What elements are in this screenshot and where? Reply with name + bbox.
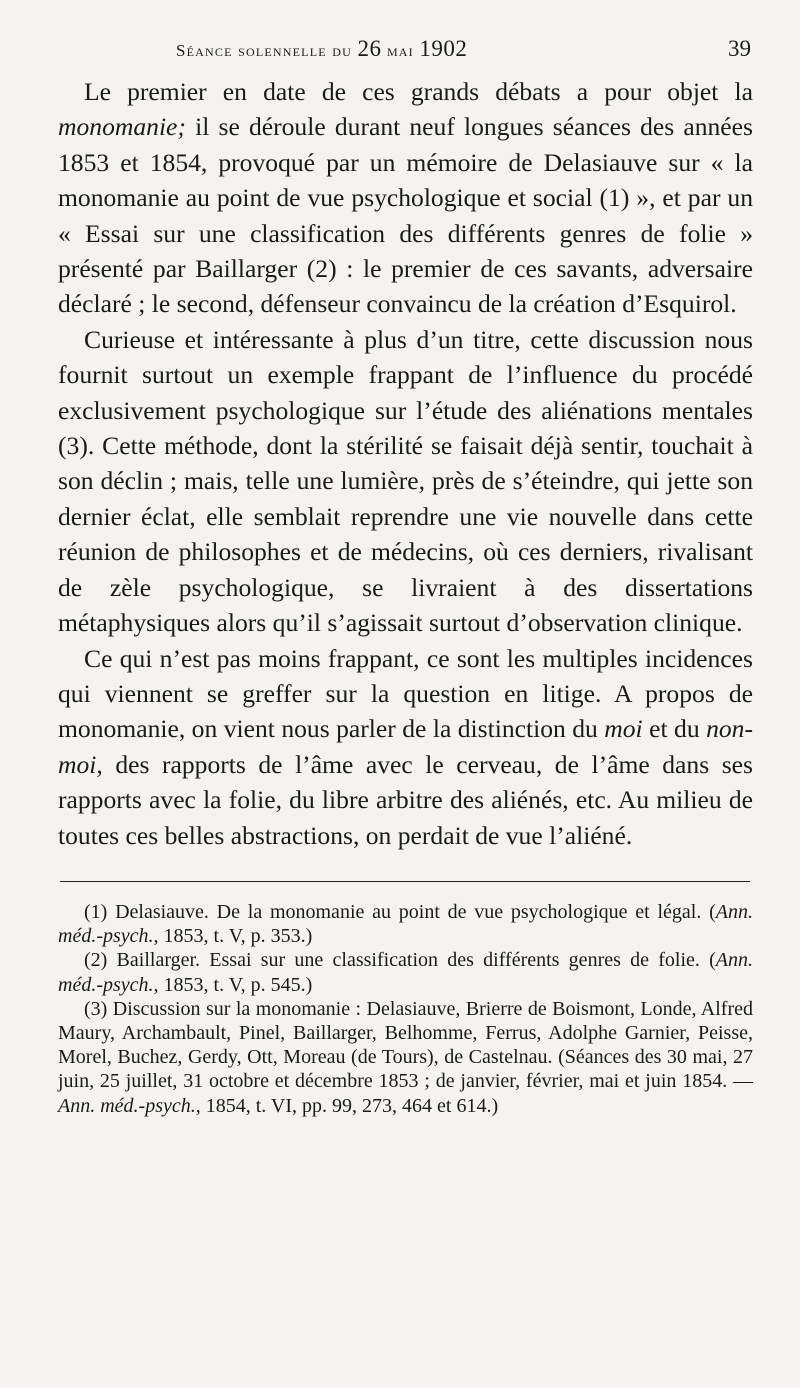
running-head-day: 26 [357,36,382,61]
running-head [176,36,467,62]
footnote-1 [58,900,753,948]
paragraph-3-text-a: Ce qui n’est pas moins frappant, ce sont les multiples incidences qui viennent se greffer sur la question en litige. A propos de monomanie, on vient nous parler de la distinction du [58,643,753,744]
footnote-2-text-c: , 1853, t. V, p. 545.) [153,973,313,996]
running-head-month: mai [386,41,414,60]
footnote-rule [60,881,750,882]
paragraph-1-text-c: il se déroule durant neuf longues séances des années 1853 et 1854, provoqué par un mémoire de Delasiauve sur « la monomanie au point de vue psychologique et social (1) », et par un « Essai sur une classification des différents genres de folie » présenté par Baillarger (2) : le premier de ces savants, adversaire déclaré ; le second, défenseur convaincu de la création d’Esquirol. [58,112,753,319]
paragraph-3 [58,641,753,853]
paragraph-1-italic: monomanie; [58,112,186,142]
running-head-title: Séance solennelle du [176,41,352,60]
running-head-year: 1902 [419,36,468,61]
paragraph-2: Curieuse et intéressante à plus d’un titre, cette discussion nous fournit surtout un exemple frappant de l’influence du procédé exclusivement psychologique sur l’étude des aliénations mentales (3). Cette méthode, dont la stérilité se faisait déjà sentir, touchait à son déclin ; mais, telle une lumière, près de s’éteindre, qui jette son dernier éclat, elle semblait reprendre une vie nouvelle dans cette réunion de philosophes et de médecins, où ces derniers, rivalisant de zèle psychologique, se livraient à des dissertations métaphysiques alors qu’il s’agissait surtout d’observation clinique. [58,324,753,638]
paragraph-3-text-c: et du [642,714,707,744]
footnote-2-text-a: (2) Baillarger. Essai sur une classification des différents genres de folie. ( [84,949,716,972]
footnote-1-text-c: , 1853, t. V, p. 353.) [153,925,313,948]
footnote-3-text-c: , 1854, t. VI, pp. 99, 273, 464 et 614.) [195,1094,499,1117]
footnote-3 [58,997,753,1118]
footnote-3-text-a: (3) Discussion sur la monomanie : Delasiauve, Brierre de Boismont, Londe, Alfred Maury, Archambault, Pinel, Baillarger, Belhomme, Ferrus, Adolphe Garnier, Peisse, Morel, Buchez, Gerdy, Ott, Moreau (de Tours), de Castelnau. (Séances des 30 mai, 27 juin, 25 juillet, 31 octobre et décembre 1853 ; de janvier, février, mai et juin 1854. — [58,997,753,1093]
footnote-3-journal: Ann. méd.-psych. [58,1094,196,1117]
footnote-1-text-a: (1) Delasiauve. De la monomanie au point de vue psychologique et légal. ( [84,900,716,923]
footnote-2-journal: Ann. méd.-psych. [58,949,753,996]
book-page [58,30,753,1118]
paragraph-1 [58,74,753,322]
page-header [58,30,753,70]
paragraph-3-text-e: des rapports de l’âme avec le cerveau, de l’âme dans ses rapports avec la folie, du libre arbitre des aliénés, etc. Au milieu de toutes ces belles abstractions, on perdait de vue l’aliéné. [58,749,753,850]
paragraph-1-text-a: Le premier en date de ces grands débats a pour objet la [84,77,753,106]
footnote-1-journal: Ann. méd.-psych. [58,900,753,948]
page-number: 39 [728,36,751,61]
footnote-2 [58,948,753,996]
paragraph-3-italic-moi: moi [604,714,643,744]
paragraph-3-italic-non-moi: non-moi, [58,714,753,779]
footnotes [58,900,753,1118]
main-text [58,74,753,853]
